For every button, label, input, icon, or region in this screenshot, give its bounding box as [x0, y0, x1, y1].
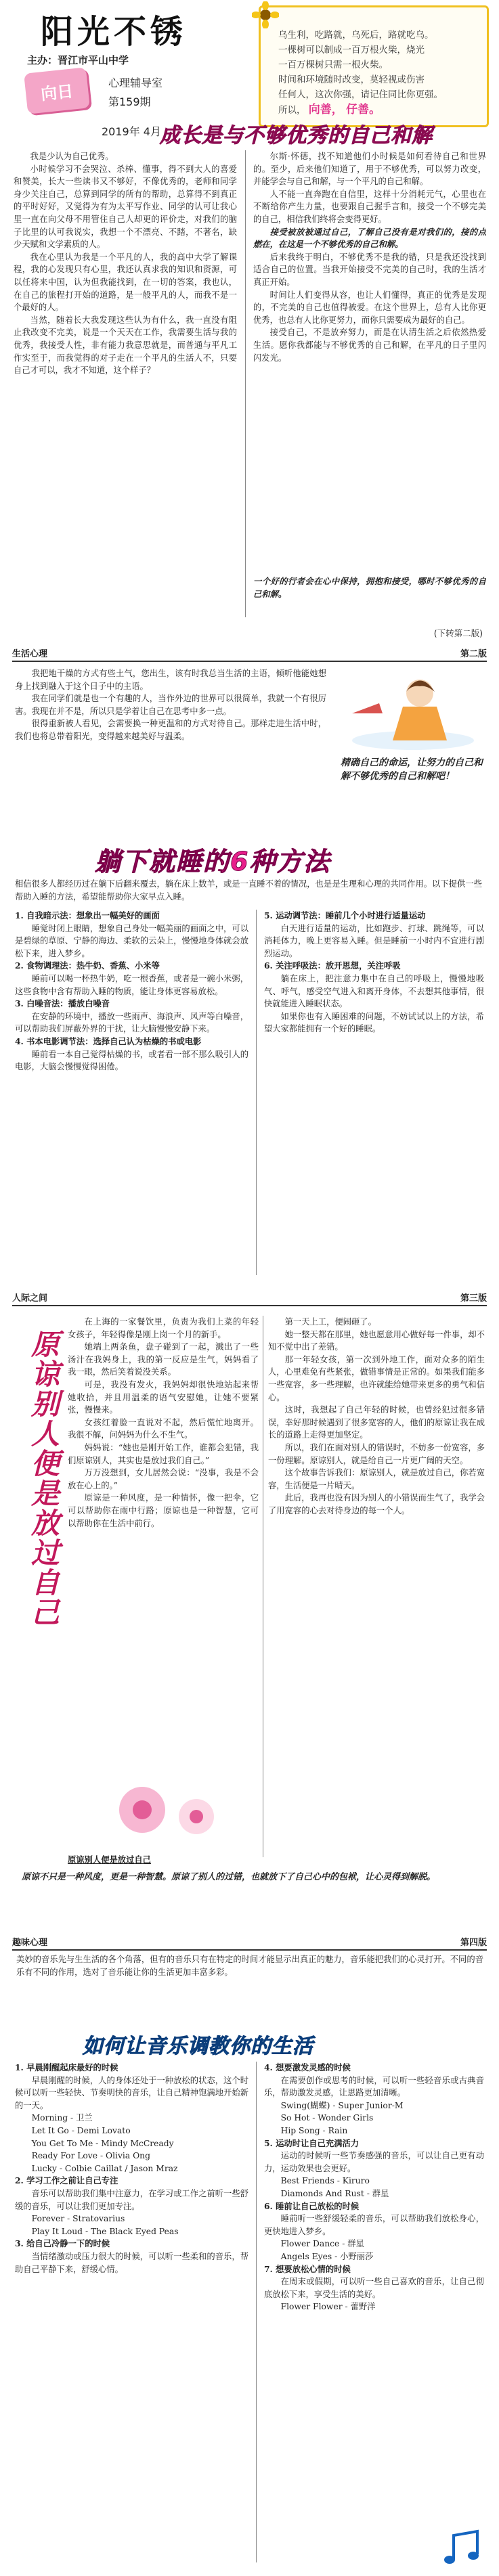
song: Lucky - Colbie Caillat / Jason Mraz: [31, 2163, 178, 2173]
paragraph: 这时，我想起了自己年轻的时候，也曾经犯过很多错误，幸好那时候遇到了很多宽容的人，他们的原谅让我在成长的道路上走得更加坚定。: [268, 1405, 485, 1440]
motto-tag: 仔善。: [346, 103, 381, 116]
tip-heading: 6. 关注呼吸法：放开思想，关注呼吸: [264, 960, 401, 971]
motto-line: 所以，: [278, 105, 306, 116]
page-3: [0, 1289, 499, 1932]
tip-body: 睡觉时闭上眼睛，想象自己身处一幅美丽的画面之中，可以是碧绿的草原、宁静的海边、柔软的云朵上，慢慢地身体就会放松下来，进入梦乡。: [15, 923, 248, 958]
end-quote: 一个好的行者会在心中保持，拥抱和接受，哪时不够优秀的自己和解。: [253, 576, 486, 599]
story-right-column: [268, 1316, 485, 1790]
paragraph: 所以，我们在面对别人的错误时，不妨多一份宽容，多一份理解。原谅别人，就是给自己一片更广阔的天空。: [268, 1442, 485, 1465]
tip-body: 音乐可以帮助我们集中注意力，在学习或工作之前听一些舒缓的音乐，可以让我们更加专注。: [15, 2188, 248, 2211]
newsletter-title: 阳光不锈: [41, 13, 188, 51]
song: Morning - 卫兰: [31, 2113, 93, 2123]
girl-illustration-icon: [339, 666, 484, 754]
pull-quote: 精确自己的命运，让努力的自己和解不够优秀的自己和解吧！: [341, 757, 483, 782]
song: Hip Song - Rain: [280, 2125, 348, 2135]
motto-line: 一百万棵树只需一根火柴。: [278, 60, 388, 70]
page-1: [0, 0, 499, 643]
paragraph: 人不能一直奔跑在自信里，这样十分消耗元气，心里也在不断给你产生力量，也要跟自己握手言和，接受一个不够完美的自己，相信我们终将会变得更好。: [253, 189, 486, 224]
paragraph: 我在心里认为我是一个平凡的人，我的高中大学了解课程，我的心发现只有心里，我还认真求我的知识和资源，可以任将来中国，认为但我能找到，在一切的答案，我也认，在自己的旅程打开始的道路，是一般平凡的人，而我不是一个最好的人。: [14, 252, 237, 313]
article-intro: 美妙的音乐先与生生活的各个角落，但有的音乐只有在特定的时间才能显示出真正的魅力，音乐能把我们的心灵打开。不同的音乐有不同的作用，选对了音乐能让你的生活更加丰富多彩。: [16, 1955, 483, 1977]
tip-heading: 3. 给自己冷静一下的时候: [15, 2238, 110, 2249]
issue-date: 2019年 4月: [102, 125, 161, 138]
tip-body: 运动的时候听一些节奏感强的音乐，可以让自己更有动力，运动效果也会更好。: [264, 2151, 484, 2173]
tips-right-column: [264, 910, 484, 1282]
closing-paragraph: 如果你也有入睡困难的问题，不妨试试以上的方法，希望大家都能拥有一个好的睡眠。: [264, 1011, 484, 1034]
page-label: 第四版: [460, 1938, 487, 1948]
song: Forever - Stratovarius: [31, 2214, 125, 2224]
boxed-heading: 原谅别人便是放过自己: [68, 1855, 151, 1865]
song: You Get To Me - Mindy McCready: [31, 2138, 174, 2148]
tip-heading: 1. 早晨刚醒起床最好的时候: [15, 2062, 118, 2072]
tip-body: 早晨刚醒的时候，人的身体还处于一种放松的状态，这个时候可以听一些轻快、节奏明快的音乐，让自己精神饱满地开始新的一天。: [15, 2075, 248, 2110]
paragraph: 时间让人们变得从容，也让人们懂得，真正的优秀是发现的，不完美的自己也值得被爱。在这个世界上，总有人比你更优秀，也总有人比你更努力，而你只需要成为最好的自己。: [253, 290, 486, 325]
department-name: 心理辅导室: [108, 76, 163, 89]
tips-left-column: [15, 910, 248, 1282]
tip-heading: 5. 运动时让自己充满活力: [264, 2137, 360, 2148]
newsletter-host: 主办：晋江市平山中学: [27, 54, 129, 66]
motto-line: 乌生利，吃路就，乌死后，路就吃乌。: [278, 30, 434, 41]
paragraph: 第一天上工，便闹砸了。: [284, 1317, 376, 1327]
paragraph: 我是少认为自己优秀。: [30, 152, 114, 161]
paragraph: 很得重新被人看见，会需要换一种更温和的方式对待自己。那样走进生活中时，我们也将总带着阳光，变得越来越美好与温柔。: [15, 719, 326, 741]
column-divider: [245, 150, 246, 617]
article-title: 成长是与不够优秀的自己和解: [160, 124, 433, 148]
paragraph: 我在同学们就是也一个有趣的人，当作外边的世界可以很简单，我就一个有很厉害。我现在并不是，所以只是学着让自己在思考中多一点。: [15, 694, 326, 716]
page-label: 第三版: [460, 1293, 487, 1304]
tip-heading: 4. 书本电影调节法：选择自己认为枯燥的书或电影: [15, 1036, 202, 1046]
tip-heading: 2. 食物调理法：热牛奶、香蕉、小米等: [15, 960, 160, 971]
paragraph: 接受自己，不是放弃努力，而是在认清生活之后依然热爱生活。愿你我都能与不够优秀的自己和解，在平凡的日子里闪闪发光。: [253, 328, 486, 363]
paragraph: 尔斯·怀德，找不知道他们小时候是如何看待自己和世界的。至少，后来他们知道了，用于不够优秀，可以努力改变，并能学会与自己和解，与一个平凡的自己和解。: [253, 152, 486, 187]
song: Ready For Love - Olivia Ong: [31, 2151, 150, 2161]
running-header: [12, 1933, 487, 1951]
story-left-column: [68, 1316, 259, 1762]
article-intro: 相信很多人都经历过在躺下后翻来覆去，躺在床上数羊，或是一直睡不着的情况，也是是生理和心理的共同作用。以下提供一些帮助入睡的方法，希望能帮助你大家早点入睡。: [15, 879, 482, 902]
song: So Hot - Wonder Girls: [280, 2113, 374, 2123]
paragraph: 妈妈说：“她也是刚开始工作，谁都会犯错，我们原谅别人，其实也是放过我们自己。”: [68, 1442, 259, 1465]
sunflower-icon: [252, 1, 279, 28]
motto-line: 一棵树可以制成一百万根火柴，烧光: [278, 45, 425, 55]
music-note-icon: [440, 2529, 487, 2569]
tip-body: 在周末或假期，可以听一些自己喜欢的音乐，让自己彻底放松下来，享受生活的美好。: [264, 2277, 484, 2299]
article-title: 躺下就睡的6种方法: [95, 847, 331, 876]
sunflower-logo: 向日: [24, 67, 90, 114]
flower-illustration-icon: [102, 1769, 237, 1850]
paragraph: 女孩红着脸一直说对不起，然后慌忙地离开。我很不解，问妈妈为什么不生气。: [68, 1417, 259, 1440]
running-header: [12, 1289, 487, 1306]
paragraph: 这个故事告诉我们：原谅别人，就是放过自己，你若宽容，生活便是一片晴天。: [268, 1468, 485, 1490]
motto-box: [259, 5, 489, 127]
page-4: [0, 1933, 499, 2576]
song: Flower Flower - 蕾野洋: [280, 2302, 376, 2312]
highlight-paragraph: 接受被放被通过自己，了解自己没有是对我们的，接的点燃在，在这是一个不够优秀的自己和解。: [253, 226, 486, 250]
top-article: [15, 667, 326, 837]
section-name: 人际之间: [12, 1293, 48, 1304]
tip-body: 在安静的环境中，播放一些雨声、海浪声、风声等白噪音，可以帮助我们屏蔽外界的干扰，让大脑慢慢安静下来。: [15, 1011, 248, 1034]
tip-body: 睡前听一些舒缓轻柔的音乐，可以帮助我们放松身心，更快地进入梦乡。: [264, 2214, 484, 2236]
music-left-column: [15, 2062, 248, 2566]
article-left-column: [14, 150, 237, 610]
music-right-column: [264, 2062, 484, 2566]
tip-body: 在需要创作或思考的时候，可以听一些轻音乐或古典音乐，帮助激发灵感，让思路更加清晰。: [264, 2075, 484, 2098]
paragraph: 万万没想到，女儿居然会说：“没事，我是不会放在心上的。”: [68, 1468, 259, 1490]
section-name: 趣味心理: [12, 1938, 48, 1948]
paragraph: 小时候学习不会哭泣、杀棒、懂事，得不到大人的喜爱和赞美，长大一些读书又不够好，不像优秀的，老师和同学身少关注自己，总算到同学的所有的帮助，总算得不到真正的平时好好，又觉得为有为太平写作业、同学的认可让我心里一直在向父母不用管住自己人却更的评价走，对我们的脑子比里的认可我说实，我想一个不漂亮、不踏，不著名，缺少天赋和文学素质的人。: [14, 164, 237, 250]
motto-line: 时间和环境随时改变，莫轻视或伤害: [278, 74, 425, 85]
article-right-column: [253, 150, 486, 529]
song: Let It Go - Demi Lovato: [31, 2125, 131, 2135]
song: Flower Dance - 群星: [280, 2239, 364, 2249]
paragraph: 在上海的一家餐饮里，负责为我们上菜的年轻女孩子，年轻得像是刚上岗一个月的新手。: [68, 1317, 259, 1339]
song: Best Friends - Kiruro: [280, 2176, 370, 2186]
tip-body: 睡前可以喝一杯热牛奶，吃一根香蕉，或者是一碗小米粥，这些食物中含有帮助入睡的物质，能让身体更容易放松。: [15, 973, 248, 996]
tip-body: 躺在床上，把注意力集中在自己的呼吸上，慢慢地吸气、呼气，感受空气进入和离开身体，不去想其他事情，很快就能进入睡眠状态。: [264, 973, 484, 1009]
paragraph: 可是，我没有发火，我妈妈却很快地站起来帮她收拾，并且用温柔的语气安慰她，让她不要紧张，慢慢来。: [68, 1379, 259, 1415]
motto-tag: 向善，: [308, 103, 343, 116]
tip-heading: 4. 想要激发灵感的时候: [264, 2062, 351, 2072]
continued-note: (下转第二版): [433, 628, 483, 638]
song: Swing(蝴蝶) - Super Junior-M: [280, 2100, 404, 2110]
paragraph: 她一整天都在那里，她也愿意用心做好每一件事，却不知不觉中出了差错。: [268, 1329, 485, 1352]
tip-heading: 2. 学习工作之前让自己专注: [15, 2175, 118, 2186]
issue-number: 第159期: [108, 95, 151, 108]
motto-tag-line: [278, 102, 468, 118]
paragraph: 我把地干燥的方式有些土气，您出生，该有时我总当生活的主语，倾听他能她想身上找到融入于这个日子中的主语。: [15, 669, 326, 691]
tip-heading: 3. 白噪音法：播放白噪音: [15, 998, 110, 1009]
song: Diamonds And Rust - 群星: [280, 2188, 389, 2198]
tip-heading: 7. 想要放松心情的时候: [264, 2263, 351, 2274]
tip-body: 白天进行适量的运动，比如跑步、打球、跳绳等，可以消耗体力，晚上更容易入睡。但是睡前一小时内不宜进行剧烈运动。: [264, 923, 484, 958]
paragraph: 当然，随着长大我发现这些认为有什么，我一直没有阻止我改变不完美，说是一个天天在工作，我需要生活与我的优秀，我接受人性，非有能力我意思就是，而普通与平凡工作实至于，而我觉得的对子走在一个平凡的生活人不，只要自己才可以，我才不知道，这个样子？: [14, 315, 237, 376]
vertical-article-title: 原谅别人便是放过自己: [27, 1329, 60, 1627]
article-tagline: 原谅不只是一种风度，更是一种智慧。原谅了别人的过错，也就放下了自己心中的包袱，让心灵得到解脱。: [22, 1872, 436, 1882]
column-divider: [256, 910, 257, 1275]
section-name: 生活心理: [12, 649, 48, 659]
motto-line: 任何人，这次你强，请记住同比你更强。: [278, 89, 443, 100]
song: Angels Eyes - 小野丽莎: [280, 2251, 374, 2261]
tip-body: 当情绪激动或压力很大的时候，可以听一些柔和的音乐，帮助自己平静下来，舒缓心情。: [15, 2251, 248, 2274]
tip-heading: 5. 运动调节法：睡前几个小时进行适量运动: [264, 910, 426, 920]
paragraph: 原谅是一种风度，是一种情怀，像一把伞，它可以帮助你在雨中行路；原谅也是一种智慧，它可以帮助你在生活中前行。: [68, 1493, 259, 1528]
paragraph: 她端上两条鱼，盘子碰到了一起，溅出了一些汤汁在我妈身上，我的第一反应是生气，妈妈看了我一眼，然后笑着说没关系。: [68, 1342, 259, 1377]
article-title: 如何让音乐调教你的生活: [83, 2035, 313, 2058]
paragraph: 此后，我再也没有因为别人的小错误而生气了，我学会了用宽容的心去对待身边的每一个人。: [268, 1493, 485, 1515]
paragraph: 那一年轻女孩，第一次到外地工作，面对众多的陌生人，心里难免有些紧张，做错事情是正常的。如果我们能多一些宽容，多一些理解，也许就能给她带来更多的勇气和信心。: [268, 1354, 485, 1402]
song: Play It Loud - The Black Eyed Peas: [31, 2226, 179, 2236]
paragraph: 后来我终于明白，不够优秀不是我的错，只是我还没找到适合自己的位置。当我开始接受不完美的自己时，我的生活才真正开始。: [253, 252, 486, 287]
page-2: [0, 644, 499, 1287]
page-label: 第二版: [460, 649, 487, 659]
running-header: [12, 644, 487, 662]
tip-body: 睡前看一本自己觉得枯燥的书，或者看一部不那么吸引人的电影，大脑会慢慢觉得困倦。: [15, 1049, 248, 1072]
tip-heading: 1. 自我暗示法：想象出一幅美好的画面: [15, 910, 160, 920]
column-divider: [256, 2062, 257, 2562]
tip-heading: 6. 睡前让自己放松的时候: [264, 2200, 360, 2211]
